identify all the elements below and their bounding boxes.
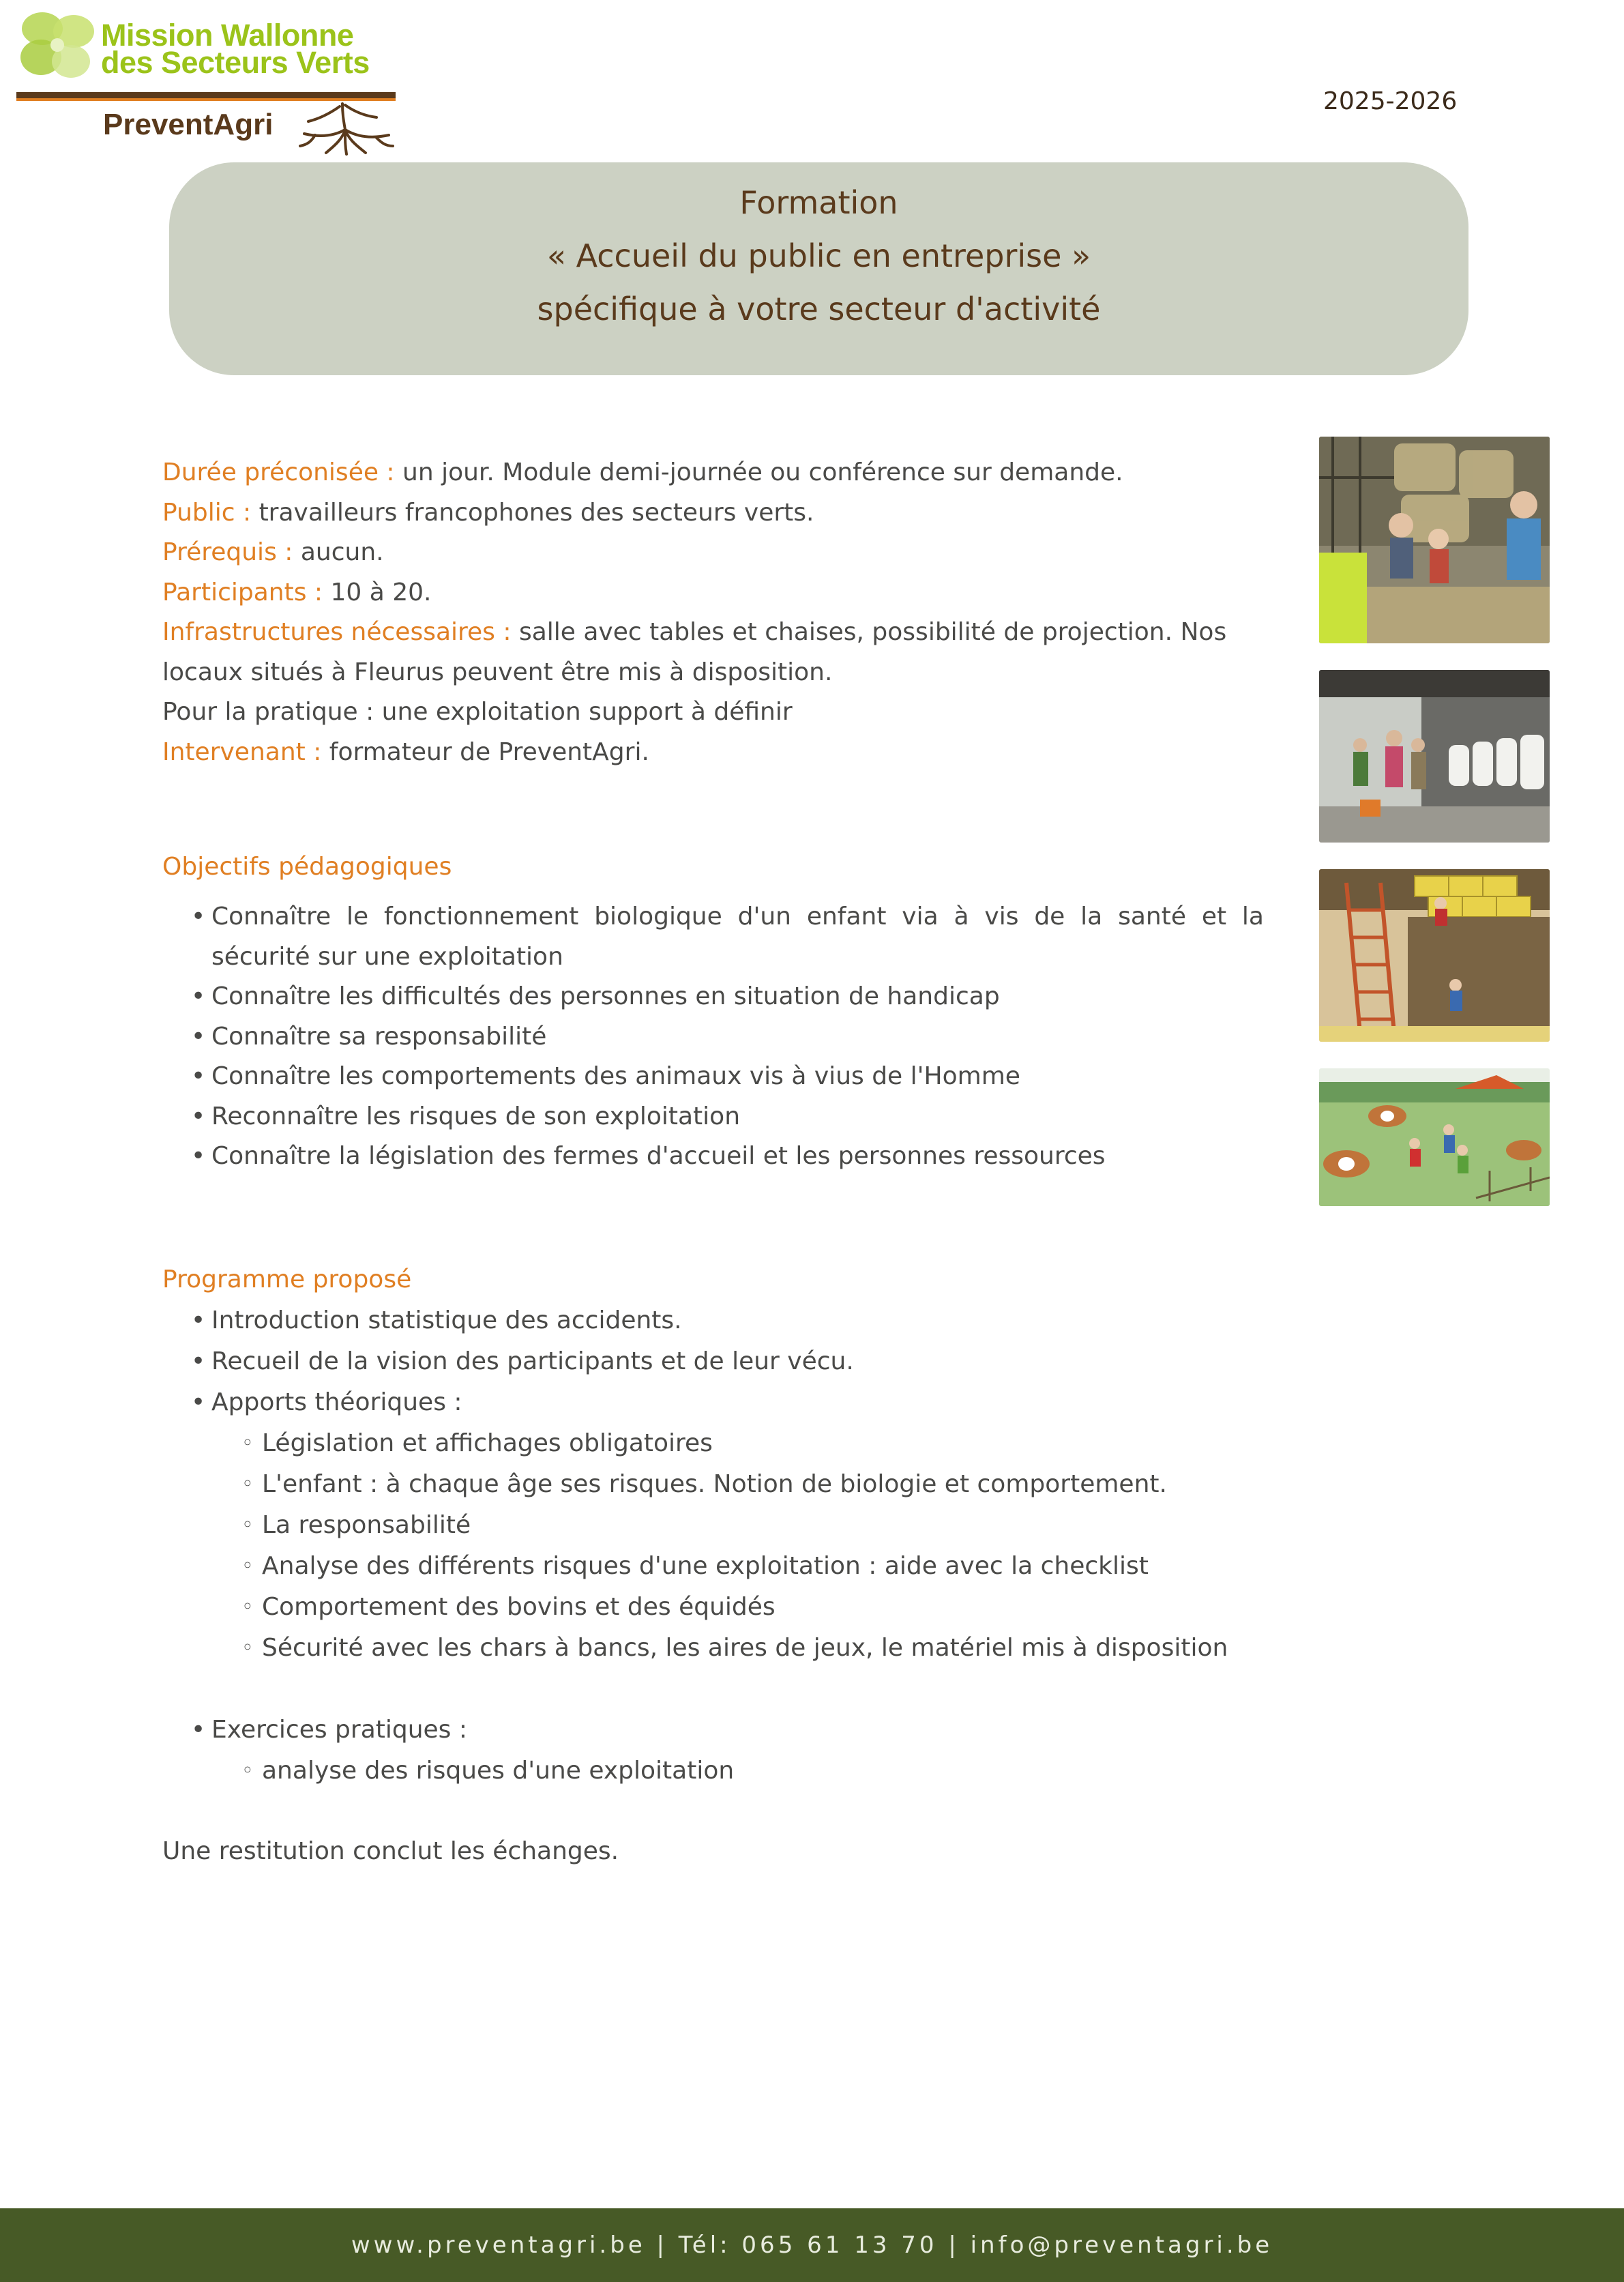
info-participants <box>162 573 1264 613</box>
info-value: un jour. Module demi-journée ou conférence sur demande. <box>394 458 1123 486</box>
title-line-2: « Accueil du public en entreprise » <box>546 237 1091 274</box>
sub-list-item: ◦ La responsabilité <box>262 1505 1371 1546</box>
info-practice <box>162 692 1264 733</box>
sub-list-item: ◦ Comportement des bovins et des équidés <box>262 1587 1371 1628</box>
course-info <box>162 453 1264 772</box>
sub-list-item: ◦ Législation et affichages obligatoires <box>262 1423 1371 1464</box>
sub-list-item: ◦ analyse des risques d'une exploitation <box>262 1751 1371 1791</box>
sub-list-item: ◦ Analyse des différents risques d'une exploitation : aide avec la checklist <box>262 1546 1371 1587</box>
objectives-list <box>162 897 1264 1177</box>
title-line-3: spécifique à votre secteur d'activité <box>537 291 1101 327</box>
sub-list-item: ◦ L'enfant : à chaque âge ses risques. Notion de biologie et comportement. <box>262 1464 1371 1505</box>
info-trainer <box>162 733 1264 773</box>
info-label: Infrastructures nécessaires : <box>162 618 512 646</box>
info-label: Participants : <box>162 578 323 606</box>
sub-list <box>211 1423 1371 1669</box>
info-label: Intervenant : <box>162 737 322 766</box>
list-item-text: Apports théoriques : <box>211 1388 462 1416</box>
list-item: • Connaître la législation des fermes d'accueil et les personnes ressources <box>211 1137 1264 1177</box>
school-year: 2025-2026 <box>1323 87 1458 115</box>
list-item <box>211 1382 1371 1710</box>
list-item: • Connaître les comportements des animaux vis à vius de l'Homme <box>211 1057 1264 1097</box>
logo <box>14 7 399 153</box>
info-value: Pour la pratique : une exploitation support à définir <box>162 698 793 726</box>
info-label: Prérequis : <box>162 538 293 566</box>
info-infrastructure <box>162 613 1264 692</box>
list-item-text: Exercices pratiques : <box>211 1716 468 1744</box>
footer-contact: www.preventagri.be | Tél: 065 61 13 70 | info@preventagri.be <box>0 2208 1624 2282</box>
info-prerequisites <box>162 533 1264 573</box>
info-value: 10 à 20. <box>323 578 432 606</box>
list-item: • Connaître le fonctionnement biologique d'un enfant via à vis de la santé et la sécurité sur une exploitation <box>211 897 1264 977</box>
info-label: Public : <box>162 498 252 527</box>
roots-icon <box>295 101 396 156</box>
info-value: aucun. <box>293 538 384 566</box>
photo-children-in-barn <box>1319 437 1550 643</box>
sub-list-item: ◦ Sécurité avec les chars à bancs, les aires de jeux, le matériel mis à disposition <box>262 1628 1371 1669</box>
info-public <box>162 493 1264 533</box>
objectives-heading: Objectifs pédagogiques <box>162 853 452 881</box>
title-line-1: Formation <box>739 184 898 221</box>
info-label: Durée préconisée : <box>162 458 395 486</box>
clover-icon <box>14 8 102 85</box>
logo-title-line2: des Secteurs Verts <box>101 45 370 80</box>
title-box <box>169 162 1468 375</box>
logo-brand: PreventAgri <box>103 108 274 141</box>
logo-title-line1: Mission Wallonne <box>101 18 354 53</box>
programme-heading: Programme proposé <box>162 1266 412 1293</box>
list-item <box>211 1341 1371 1382</box>
info-duration <box>162 453 1264 493</box>
logo-divider <box>16 92 396 98</box>
info-value: formateur de PreventAgri. <box>321 737 649 766</box>
programme-list <box>162 1300 1371 1791</box>
list-item-text: Recueil de la vision des participants et de leur vécu. <box>211 1347 854 1375</box>
info-value: travailleurs francophones des secteurs verts. <box>251 498 814 527</box>
photo-goat-barn-visit <box>1319 670 1550 843</box>
list-item: • Connaître sa responsabilité <box>211 1017 1264 1057</box>
illustration-hay-loft-ladder <box>1319 869 1550 1042</box>
illustration-cows-chasing-children <box>1319 1068 1550 1206</box>
spacer <box>211 1669 1371 1710</box>
conclusion-text: Une restitution conclut les échanges. <box>162 1837 619 1865</box>
sub-list <box>211 1751 1371 1791</box>
list-item: • Connaître les difficultés des personnes en situation de handicap <box>211 977 1264 1017</box>
list-item-text: Introduction statistique des accidents. <box>211 1306 682 1334</box>
list-item: • Reconnaître les risques de son exploitation <box>211 1097 1264 1137</box>
list-item <box>211 1300 1371 1341</box>
info-value: salle avec tables et chaises, possibilité de projection. Nos locaux situés à Fleurus peuvent être mis à disposition. <box>162 618 1227 686</box>
list-item <box>211 1710 1371 1791</box>
